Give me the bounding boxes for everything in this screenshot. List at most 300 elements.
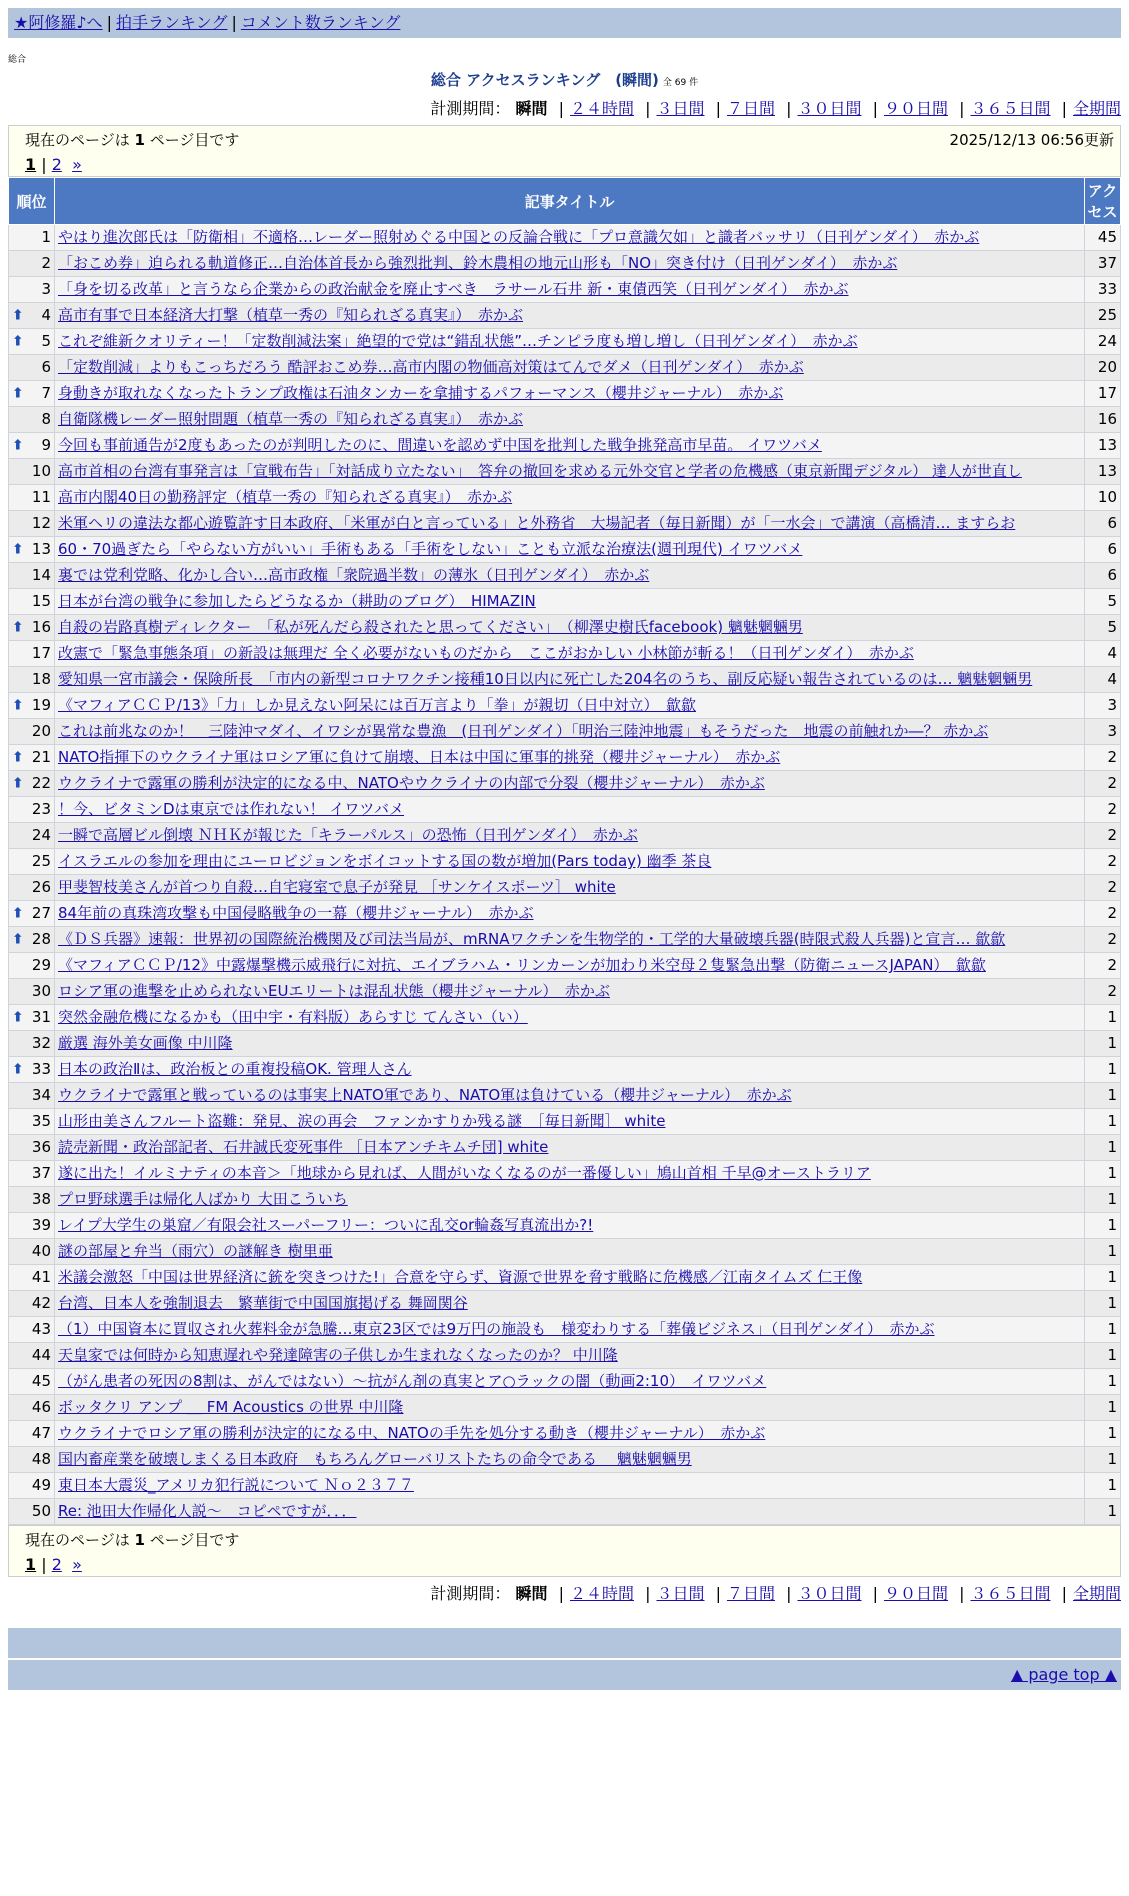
article-title-link[interactable]: 高市有事で日本経済大打撃（植草一秀の『知られざる真実』） 赤かぶ [58, 306, 524, 324]
rank-number: 15 [31, 592, 51, 610]
title-cell [55, 849, 1085, 875]
article-title-link[interactable]: イスラエルの参加を理由にユーロビジョンをボイコットする国の数が増加(Pars today) 幽季 茶良 [58, 852, 712, 870]
title-cell [55, 875, 1085, 901]
title-cell [55, 303, 1085, 329]
article-title-link[interactable]: 84年前の真珠湾攻撃も中国侵略戦争の一幕（櫻井ジャーナル） 赤かぶ [58, 904, 534, 922]
article-title-link[interactable]: プロ野球選手は帰化人ばかり 大田こういち [58, 1190, 348, 1208]
article-title-link[interactable]: 甲斐智枝美さんが首つり自殺…自宅寝室で息子が発見 ［サンケイスポーツ］ white [58, 878, 616, 896]
title-cell [55, 719, 1085, 745]
rank-number: 28 [31, 930, 51, 948]
article-title-link[interactable]: 自殺の岩路真樹ディレクター 「私が死んだら殺されたと思ってください」 （柳澤史樹氏facebook) 魑魅魍魎男 [58, 618, 803, 636]
article-title-link[interactable]: ウクライナで露軍と戦っているのは事実上NATO軍であり、NATO軍は負けている（櫻井ジャーナル） 赤かぶ [58, 1086, 792, 1104]
title-cell [55, 1473, 1085, 1499]
rank-number: 10 [31, 462, 51, 480]
rank-cell [9, 563, 55, 589]
rank-number: 21 [31, 748, 51, 766]
footer-bar [8, 1628, 1121, 1658]
rank-number: 13 [31, 540, 51, 558]
title-cell [55, 1369, 1085, 1395]
table-row [9, 1213, 1121, 1239]
access-count: 2 [1085, 927, 1121, 953]
rank-cell [9, 875, 55, 901]
rank-number: 33 [31, 1060, 51, 1078]
title-cell [55, 1447, 1085, 1473]
table-row [9, 849, 1121, 875]
table-row [9, 1499, 1121, 1525]
table-row [9, 771, 1121, 797]
title-cell [55, 667, 1085, 693]
title-cell [55, 407, 1085, 433]
access-count: 3 [1085, 693, 1121, 719]
article-title-link[interactable]: 改憲で「緊急事態条項」の新設は無理だ 全く必要がないものだから ここがおかしい 小林節が斬る！（日刊ゲンダイ） 赤かぶ [58, 644, 914, 662]
rank-cell [9, 537, 55, 563]
table-row [9, 1421, 1121, 1447]
title-cell [55, 745, 1085, 771]
rank-number: 11 [31, 488, 51, 506]
title-cell [55, 511, 1085, 537]
access-count: 3 [1085, 719, 1121, 745]
title-cell [55, 1005, 1085, 1031]
access-count: 33 [1085, 277, 1121, 303]
rank-cell [9, 355, 55, 381]
top-nav-bar [8, 8, 1121, 38]
access-count: 1 [1085, 1135, 1121, 1161]
article-title-link[interactable]: ウクライナでロシア軍の勝利が決定的になる中、NATOの手先を処分する動き（櫻井ジャーナル） 赤かぶ [58, 1424, 766, 1442]
article-title-link[interactable]: 天皇家では何時から知恵遅れや発達障害の子供しか生まれなくなったのか？ 中川隆 [58, 1346, 618, 1364]
article-title-link[interactable]: 《ＤＳ兵器》速報：世界初の国際統治機関及び司法当局が、mRNAワクチンを生物学的・工学的大量破壊兵器(時限式殺人兵器)と宣言… 歙歙 [58, 930, 1006, 948]
access-count: 1 [1085, 1213, 1121, 1239]
table-row [9, 719, 1121, 745]
access-count: 2 [1085, 823, 1121, 849]
article-title-link[interactable]: 山形由美さんフルート盗難：発見、涙の再会 ファンかすりか残る謎 ［毎日新聞］ white [58, 1112, 666, 1130]
period-link-90d[interactable]: ９０日間 [883, 99, 948, 118]
rank-cell [9, 1083, 55, 1109]
rank-number: 26 [31, 878, 51, 896]
title-cell [55, 1421, 1085, 1447]
table-row [9, 1343, 1121, 1369]
rank-up-arrow-icon: ⬆ [12, 385, 24, 401]
rank-cell [9, 693, 55, 719]
rank-cell [9, 1031, 55, 1057]
access-count: 1 [1085, 1187, 1121, 1213]
rank-number: 3 [41, 280, 51, 298]
rank-up-arrow-icon: ⬆ [12, 697, 24, 713]
page [8, 8, 1121, 1690]
rank-number: 43 [31, 1320, 51, 1338]
article-title-link[interactable]: NATO指揮下のウクライナ軍はロシア軍に負けて崩壊、日本は中国に軍事的挑発（櫻井ジャーナル） 赤かぶ [58, 748, 781, 766]
rank-cell [9, 1161, 55, 1187]
access-count: 2 [1085, 797, 1121, 823]
access-count: 2 [1085, 875, 1121, 901]
rank-cell [9, 901, 55, 927]
access-count: 1 [1085, 1161, 1121, 1187]
table-row [9, 1265, 1121, 1291]
table-row [9, 953, 1121, 979]
title-cell [55, 1187, 1085, 1213]
table-row [9, 641, 1121, 667]
article-title-link[interactable]: ！今、ビタミンDは東京では作れない！ イワツバメ [58, 800, 405, 818]
rank-cell [9, 719, 55, 745]
table-row [9, 355, 1121, 381]
article-title-link[interactable]: 「身を切る改革」と言うなら企業からの政治献金を廃止すべき ラサール石井 新・東債西笑（日刊ゲンダイ） 赤かぶ [58, 280, 849, 298]
access-count: 6 [1085, 511, 1121, 537]
article-title-link[interactable]: ウクライナで露軍の勝利が決定的になる中、NATOやウクライナの内部で分裂（櫻井ジャーナル） 赤かぶ [58, 774, 765, 792]
rank-cell [9, 1109, 55, 1135]
rank-number: 1 [41, 228, 51, 246]
title-cell [55, 459, 1085, 485]
table-row [9, 1057, 1121, 1083]
rank-cell [9, 459, 55, 485]
rank-up-arrow-icon: ⬆ [12, 541, 24, 557]
access-count: 1 [1085, 1031, 1121, 1057]
table-row [9, 1135, 1121, 1161]
rank-number: 46 [31, 1398, 51, 1416]
pager-current: 1 [25, 155, 37, 174]
article-title-link[interactable]: 謎の部屋と弁当（雨穴）の謎解き 樹里亜 [58, 1242, 333, 1260]
table-row [9, 693, 1121, 719]
period-link-3d[interactable]: ３日間 [656, 1584, 705, 1603]
title-cell [55, 1317, 1085, 1343]
rank-up-arrow-icon: ⬆ [12, 931, 24, 947]
title-cell [55, 1265, 1085, 1291]
access-count: 1 [1085, 1395, 1121, 1421]
ranking-table [8, 177, 1121, 1525]
access-count: 24 [1085, 329, 1121, 355]
table-row [9, 329, 1121, 355]
article-title-link[interactable]: 一瞬で高層ビル倒壊 ＮＨＫが報じた「キラーパルス」の恐怖（日刊ゲンダイ） 赤かぶ [58, 826, 638, 844]
rank-number: 48 [31, 1450, 51, 1468]
rank-number: 25 [31, 852, 51, 870]
table-row [9, 615, 1121, 641]
table-row [9, 1109, 1121, 1135]
table-row [9, 1005, 1121, 1031]
rank-number: 49 [31, 1476, 51, 1494]
rank-number: 47 [31, 1424, 51, 1442]
access-count: 6 [1085, 563, 1121, 589]
period-link-all[interactable]: 全期間 [1072, 99, 1121, 118]
table-row [9, 797, 1121, 823]
title-cell [55, 1499, 1085, 1525]
title-cell [55, 693, 1085, 719]
access-count: 2 [1085, 849, 1121, 875]
title-cell [55, 1291, 1085, 1317]
access-count: 37 [1085, 251, 1121, 277]
table-row [9, 1473, 1121, 1499]
access-count: 1 [1085, 1499, 1121, 1525]
article-title-link[interactable]: （1）中国資本に買収され火葬料金が急騰…東京23区では9万円の施設も 様変わりする「葬儀ビジネス」（日刊ゲンダイ） 赤かぶ [58, 1320, 935, 1338]
access-count: 1 [1085, 1343, 1121, 1369]
article-title-link[interactable]: 東日本大震災_アメリカ犯行説について Ｎｏ２３７７ [58, 1476, 414, 1494]
column-header-title: 記事タイトル [55, 178, 1085, 225]
rank-number: 4 [41, 306, 51, 324]
article-title-link[interactable]: やはり進次郎氏は「防衛相」不適格…レーダー照射めぐる中国との反論合戦に「プロ意識欠如」と識者バッサリ（日刊ゲンダイ） 赤かぶ [58, 228, 980, 246]
access-count: 1 [1085, 1317, 1121, 1343]
title-cell [55, 329, 1085, 355]
table-row [9, 1031, 1121, 1057]
nav-separator: | [231, 13, 237, 32]
access-count: 10 [1085, 485, 1121, 511]
access-count: 1 [1085, 1083, 1121, 1109]
table-row [9, 433, 1121, 459]
table-row [9, 251, 1121, 277]
rank-cell [9, 615, 55, 641]
article-title-link[interactable]: 愛知県一宮市議会・保険所長 「市内の新型コロナワクチン接種10日以内に死亡した204名のうち、副反応疑い報告されているのは… 魑魅魍魎男 [58, 670, 1033, 688]
access-count: 1 [1085, 1265, 1121, 1291]
access-count: 4 [1085, 667, 1121, 693]
access-count: 1 [1085, 1005, 1121, 1031]
article-title-link[interactable]: これぞ維新クオリティー！「定数削減法案」絶望的で党は“錯乱状態”…チンピラ度も増し増し（日刊ゲンダイ） 赤かぶ [58, 332, 858, 350]
title-cell [55, 1109, 1085, 1135]
rank-number: 50 [31, 1502, 51, 1520]
pager-current: 1 [25, 1555, 37, 1574]
rank-number: 27 [31, 904, 51, 922]
article-title-link[interactable]: 自衛隊機レーダー照射問題（植草一秀の『知られざる真実』） 赤かぶ [58, 410, 524, 428]
table-row [9, 875, 1121, 901]
article-title-link[interactable]: Re: 池田大作帰化人説～ コピペですが．．． [58, 1502, 357, 1520]
rank-number: 8 [41, 410, 51, 428]
access-count: 13 [1085, 459, 1121, 485]
article-title-link[interactable]: 身動きが取れなくなったトランプ政権は石油タンカーを拿捕するパフォーマンス（櫻井ジャーナル） 赤かぶ [58, 384, 784, 402]
rank-number: 2 [41, 254, 51, 272]
pager-next-arrow[interactable]: » [72, 155, 82, 174]
article-title-link[interactable]: 読売新聞・政治部記者、石井誠氏変死事件 ［日本アンチキムチ団] white [58, 1138, 549, 1156]
title-cell [55, 1057, 1085, 1083]
article-title-link[interactable]: 台湾、日本人を強制退去 繁華街で中国国旗掲げる 舞岡関谷 [58, 1294, 468, 1312]
period-link-365d[interactable]: ３６５日間 [970, 1584, 1051, 1603]
period-selector-bottom: 計測期間： 瞬間 | ２４時間 | ３日間 | ７日間 | ３０日間 | ９０日間 | ３６５日間 | 全期間 [430, 1584, 1121, 1603]
table-row [9, 1369, 1121, 1395]
title-cell [55, 589, 1085, 615]
table-row [9, 1447, 1121, 1473]
table-row [9, 979, 1121, 1005]
title-cell [55, 927, 1085, 953]
table-row [9, 901, 1121, 927]
title-cell [55, 1135, 1085, 1161]
rank-up-arrow-icon: ⬆ [12, 905, 24, 921]
access-count: 1 [1085, 1109, 1121, 1135]
rank-cell [9, 771, 55, 797]
article-title-link[interactable]: 米議会激怒「中国は世界経済に銃を突きつけた!」合意を守らず、資源で世界を脅す戦略に危機感／江南タイムズ 仁王像 [58, 1268, 863, 1286]
rank-cell [9, 745, 55, 771]
rank-cell [9, 277, 55, 303]
current-page-text-bottom: 現在のページは 1 ページ目です [25, 1531, 240, 1549]
article-title-link[interactable]: ボッタクリ アンプ ＿ FM Acoustics の世界 中川隆 [58, 1398, 404, 1416]
rank-cell [9, 823, 55, 849]
title-cell [55, 563, 1085, 589]
table-row [9, 537, 1121, 563]
period-label: 計測期間： [430, 99, 511, 118]
rank-cell [9, 641, 55, 667]
table-row [9, 1187, 1121, 1213]
article-title-link[interactable]: 日本の政治Ⅱは、政治板との重複投稿OK. 管理人さん [58, 1060, 412, 1078]
article-title-link[interactable]: 米軍ヘリの違法な都心遊覧許す日本政府、「米軍が白と言っている」と外務省 大場記者（毎日新聞）が「一水会」で講演（高橋清… ますらお [58, 514, 1016, 532]
rank-cell [9, 1005, 55, 1031]
rank-cell [9, 979, 55, 1005]
article-title-link[interactable]: 高市首相の台湾有事発言は「宣戦布告」「対話成り立たない」 答弁の撤回を求める元外交官と学者の危機感（東京新聞デジタル） 達人が世直し [58, 462, 1022, 480]
access-count: 1 [1085, 1447, 1121, 1473]
updated-timestamp: 2025/12/13 06:56更新 [949, 131, 1114, 149]
nav-separator: | [106, 13, 112, 32]
clap-ranking-link[interactable]: 拍手ランキング [115, 13, 228, 32]
title-cell [55, 251, 1085, 277]
access-count: 2 [1085, 979, 1121, 1005]
rank-cell [9, 329, 55, 355]
article-title-link[interactable]: これは前兆なのか！ 三陸沖マダイ、イワシが異常な豊漁 (日刊ゲンダイ）「明治三陸沖地震」もそうだった 地震の前触れか―？ 赤かぶ [58, 722, 989, 740]
rank-number: 5 [41, 332, 51, 350]
access-count: 6 [1085, 537, 1121, 563]
rank-cell [9, 953, 55, 979]
rank-cell [9, 1317, 55, 1343]
title-cell [55, 771, 1085, 797]
rank-cell [9, 1421, 55, 1447]
table-row [9, 511, 1121, 537]
rank-number: 12 [31, 514, 51, 532]
pager-top: 1 | 2 » [25, 155, 82, 174]
rank-number: 39 [31, 1216, 51, 1234]
article-title-link[interactable]: （がん患者の死因の8割は、がんではない）～抗がん剤の真実とア○ラックの闇（動画2:10） イワツバメ [58, 1372, 767, 1390]
rank-number: 6 [41, 358, 51, 376]
article-title-link[interactable]: 突然金融危機になるかも（田中宇・有料版）あらすじ てんさい（い） [58, 1008, 528, 1026]
title-cell [55, 355, 1085, 381]
page-info-bottom [8, 1525, 1121, 1577]
article-title-link[interactable]: 日本が台湾の戦争に参加したらどうなるか（耕助のブログ） HIMAZIN [58, 592, 536, 610]
period-link-7d[interactable]: ７日間 [726, 99, 775, 118]
article-title-link[interactable]: 国内畜産業を破壊しまくる日本政府 もちろんグローバリストたちの命令である 魑魅魍魎男 [58, 1450, 692, 1468]
rank-number: 23 [31, 800, 51, 818]
article-title-link[interactable]: 高市内閣40日の勤務評定（植草一秀の『知られざる真実』） 赤かぶ [58, 488, 513, 506]
rank-number: 40 [31, 1242, 51, 1260]
period-label: 計測期間： [430, 1584, 511, 1603]
comment-ranking-link[interactable]: コメント数ランキング [240, 13, 401, 32]
rank-up-arrow-icon: ⬆ [12, 1009, 24, 1025]
rank-cell [9, 1057, 55, 1083]
table-row [9, 381, 1121, 407]
home-link[interactable]: ★阿修羅♪へ [14, 13, 103, 32]
rank-number: 38 [31, 1190, 51, 1208]
rank-cell [9, 511, 55, 537]
table-row [9, 823, 1121, 849]
article-title-link[interactable]: レイプ大学生の巣窟／有限会社スーパーフリー：ついに乱交or輪姦写真流出か?! [58, 1216, 594, 1234]
rank-up-arrow-icon: ⬆ [12, 619, 24, 635]
period-link-7d[interactable]: ７日間 [726, 1584, 775, 1603]
article-title-link[interactable]: 裏では党利党略、化かし合い…高市政権「衆院過半数」の薄氷（日刊ゲンダイ） 赤かぶ [58, 566, 650, 584]
table-row [9, 407, 1121, 433]
rank-cell [9, 927, 55, 953]
table-header-row [9, 178, 1121, 225]
article-title-link[interactable]: 厳選 海外美女画像 中川隆 [58, 1034, 233, 1052]
page-top-link[interactable]: ▲ page top ▲ [1010, 1665, 1117, 1684]
rank-up-arrow-icon: ⬆ [12, 1061, 24, 1077]
title-cell [55, 1213, 1085, 1239]
access-count: 20 [1085, 355, 1121, 381]
current-page-text: 現在のページは 1 ページ目です [25, 131, 240, 149]
period-link-24h[interactable]: ２４時間 [569, 99, 634, 118]
rank-cell [9, 1499, 55, 1525]
rank-cell [9, 433, 55, 459]
table-row [9, 1395, 1121, 1421]
title-cell [55, 953, 1085, 979]
period-link-365d[interactable]: ３６５日間 [970, 99, 1051, 118]
access-count: 2 [1085, 901, 1121, 927]
table-row [9, 277, 1121, 303]
title-cell [55, 1161, 1085, 1187]
access-count: 13 [1085, 433, 1121, 459]
period-link-all[interactable]: 全期間 [1072, 1584, 1121, 1603]
access-count: 2 [1085, 771, 1121, 797]
article-title-link[interactable]: 今回も事前通告が2度もあったのが判明したのに、間違いを認めず中国を批判した戦争挑発高市早苗。 イワツバメ [58, 436, 822, 454]
table-row [9, 667, 1121, 693]
rank-up-arrow-icon: ⬆ [12, 775, 24, 791]
rank-number: 30 [31, 982, 51, 1000]
period-link-30d[interactable]: ３０日間 [797, 1584, 862, 1603]
pager-page-2[interactable]: 2 [51, 155, 62, 174]
title-cell [55, 1083, 1085, 1109]
access-count: 4 [1085, 641, 1121, 667]
rank-cell [9, 251, 55, 277]
article-title-link[interactable]: ロシア軍の進撃を止められないEUエリートは混乱状態（櫻井ジャーナル） 赤かぶ [58, 982, 610, 1000]
title-cell [55, 225, 1085, 251]
access-count: 1 [1085, 1421, 1121, 1447]
article-title-link[interactable]: 《マフィアＣＣＰ/12》中露爆撃機示威飛行に対抗、エイブラハム・リンカーンが加わり米空母２隻緊急出撃（防衛ニュースJAPAN） 歙歙 [58, 956, 986, 974]
rank-cell [9, 1447, 55, 1473]
access-count: 17 [1085, 381, 1121, 407]
rank-number: 44 [31, 1346, 51, 1364]
total-count: 全 69 件 [662, 78, 699, 88]
article-title-link[interactable]: 「定数削減」よりもこっちだろう 酷評おこめ券…高市内閣の物価高対策はてんでダメ（日刊ゲンダイ） 赤かぶ [58, 358, 804, 376]
period-link-24h[interactable]: ２４時間 [569, 1584, 634, 1603]
title-cell [55, 641, 1085, 667]
rank-cell [9, 485, 55, 511]
article-title-link[interactable]: 60・70過ぎたら「やらない方がいい」手術もある「手術をしない」ことも立派な治療法(週刊現代) イワツバメ [58, 540, 803, 558]
rank-up-arrow-icon: ⬆ [12, 437, 24, 453]
period-current: 瞬間 [515, 1584, 548, 1603]
pager-next-arrow[interactable]: » [72, 1555, 82, 1574]
rank-number: 42 [31, 1294, 51, 1312]
period-link-30d[interactable]: ３０日間 [797, 99, 862, 118]
access-count: 45 [1085, 225, 1121, 251]
period-selector-top: 計測期間： 瞬間 | ２４時間 | ３日間 | ７日間 | ３０日間 | ９０日間 | ３６５日間 | 全期間 [430, 99, 1121, 118]
rank-number: 22 [31, 774, 51, 792]
period-link-90d[interactable]: ９０日間 [883, 1584, 948, 1603]
article-title-link[interactable]: 遂に出た！イルミナティの本音＞「地球から見れば、人間がいなくなるのが一番優しい」鳩山首相 千早@オーストラリア [58, 1164, 871, 1182]
rank-number: 31 [31, 1008, 51, 1026]
ranking-body [9, 225, 1121, 1525]
rank-cell [9, 1135, 55, 1161]
article-title-link[interactable]: 「おこめ券」迫られる軌道修正…自治体首長から強烈批判、鈴木農相の地元山形も「NO」突き付け（日刊ゲンダイ） 赤かぶ [58, 254, 898, 272]
title-cell [55, 433, 1085, 459]
title-cell [55, 797, 1085, 823]
rank-cell [9, 667, 55, 693]
access-count: 16 [1085, 407, 1121, 433]
rank-number: 32 [31, 1034, 51, 1052]
table-row [9, 1083, 1121, 1109]
access-count: 2 [1085, 953, 1121, 979]
period-link-3d[interactable]: ３日間 [656, 99, 705, 118]
access-count: 1 [1085, 1473, 1121, 1499]
article-title-link[interactable]: 《マフィアＣＣＰ/13》「力」しか見えない阿呆には百万言より「拳」が親切（日中対立） 歙歙 [58, 696, 696, 714]
rank-number: 35 [31, 1112, 51, 1130]
pager-page-2[interactable]: 2 [51, 1555, 62, 1574]
rank-cell [9, 381, 55, 407]
breadcrumb: 総合 [8, 55, 27, 65]
access-count: 1 [1085, 1369, 1121, 1395]
title-cell [55, 979, 1085, 1005]
rank-cell [9, 1213, 55, 1239]
access-count: 25 [1085, 303, 1121, 329]
table-row [9, 303, 1121, 329]
rank-number: 41 [31, 1268, 51, 1286]
rank-number: 9 [41, 436, 51, 454]
